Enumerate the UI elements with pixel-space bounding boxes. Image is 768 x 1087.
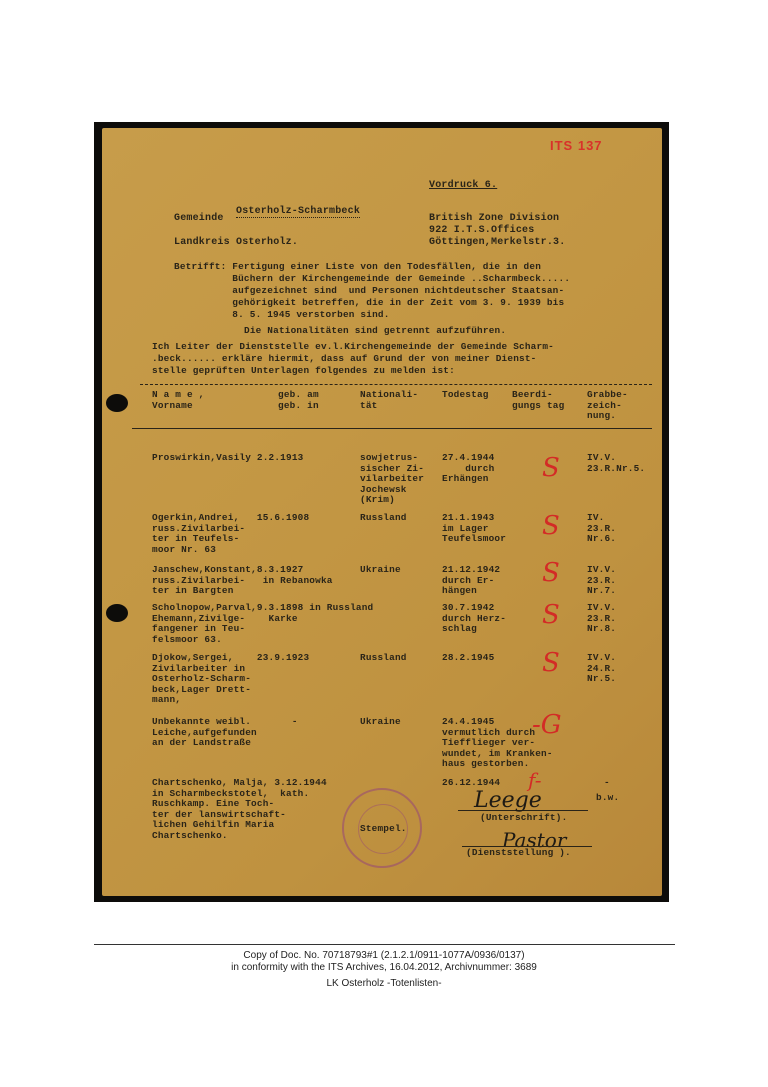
stamp-label: Stempel.: [360, 823, 407, 834]
row-7-name: Chartschenko, Malja, 3.12.1944 in Scharmbeckstotel, kath. Ruschkamp. Eine Toch- ter der lanswirtschaft- lichen Gehilfin Maria Chartschenko.: [152, 777, 327, 841]
declaration-line-1: Ich Leiter der Dienststelle ev.l.Kirchengemeinde der Gemeinde Scharm-: [152, 341, 554, 352]
gemeinde-label: Gemeinde: [174, 213, 224, 224]
signature-label: (Unterschrift).: [480, 812, 568, 823]
red-g-mark: -G: [532, 710, 562, 740]
row-2-death: 21.1.1943 im Lager Teufelsmoor: [442, 512, 507, 545]
bw-note: b.w.: [596, 792, 620, 803]
row-6-death: 24.4.1945 vermutlich durch Tiefflieger ver- wundet, im Kranken- haus gestorben.: [442, 716, 553, 770]
row-2-grave: IV. 23.R. Nr.6.: [587, 512, 617, 545]
row-2-nationality: Russland: [360, 512, 407, 523]
red-s-mark: S: [542, 453, 560, 483]
scanned-document: [94, 122, 669, 902]
row-7-death: 26.12.1944: [442, 777, 501, 788]
row-1-name: Proswirkin,Vasily 2.2.1913: [152, 452, 304, 463]
betrifft-line-4: gehörigkeit betreffen, die in der Zeit vom 3. 9. 1939 bis: [174, 297, 565, 308]
row-1-nationality: sowjetrus- sischer Zi- vilarbeiter Jochewsk (Krim): [360, 452, 425, 506]
header-name: N a m e , Vorname: [152, 389, 205, 411]
header-grave: Grabbe- zeich- nung.: [587, 389, 628, 422]
header-born: geb. am geb. in: [278, 389, 319, 411]
its-number-stamp: ITS 137: [550, 138, 603, 153]
row-6-nationality: Ukraine: [360, 716, 401, 727]
header-burial-date: Beerdi- gungs tag: [512, 389, 565, 411]
binder-hole: [106, 394, 128, 412]
address-line-1: British Zone Division: [429, 213, 560, 224]
row-3-name: Janschew,Konstant,8.3.1927 russ.Zivilarbei- in Rebanowka ter in Bargten: [152, 564, 333, 597]
address-line-2: 922 I.T.S.Offices: [429, 225, 535, 236]
footer-rule: [94, 944, 675, 945]
church-seal: [342, 788, 422, 868]
row-1-death: 27.4.1944 durch Erhängen: [442, 452, 495, 485]
church-seal-inner-ring: [358, 804, 408, 854]
row-2-name: Ogerkin,Andrei, 15.6.1908 russ.Zivilarbei- ter in Teufels- moor Nr. 63: [152, 512, 310, 555]
red-s-mark: S: [542, 511, 560, 541]
address-line-3: Göttingen,Merkelstr.3.: [429, 237, 566, 248]
table-header-rule: [132, 428, 652, 429]
betrifft-line-1: Betrifft: Fertigung einer Liste von den Todesfällen, die in den: [174, 261, 542, 272]
form-label: Vordruck 6.: [429, 180, 498, 191]
row-4-death: 30.7.1942 durch Herz- schlag: [442, 602, 507, 635]
row-5-grave: IV.V. 24.R. Nr.5.: [587, 652, 617, 685]
row-4-name: Scholnopow,Parval,9.3.1898 in Russland Ehemann,Zivilge- Karke fangener in Teu- felsmoor 63.: [152, 602, 374, 645]
row-5-nationality: Russland: [360, 652, 407, 663]
binder-hole: [106, 604, 128, 622]
red-f-mark: f-: [528, 768, 542, 792]
red-s-mark: S: [542, 648, 560, 678]
row-1-grave: IV.V. 23.R.Nr.5.: [587, 452, 646, 474]
header-death-date: Todestag: [442, 389, 489, 400]
row-5-death: 28.2.1945: [442, 652, 495, 663]
red-s-mark: S: [542, 558, 560, 588]
betrifft-line-2: Büchern der Kirchengemeinde der Gemeinde ..Scharmbeck.....: [174, 273, 571, 284]
table-top-rule: [140, 384, 652, 385]
row-3-death: 21.12.1942 durch Er- hängen: [442, 564, 501, 597]
row-3-nationality: Ukraine: [360, 564, 401, 575]
footer-line-2: in conformity with the ITS Archives, 16.04.2012, Archivnummer: 3689: [231, 962, 537, 973]
declaration-line-2: .beck...... erkläre hiermit, dass auf Grund der von meiner Dienst-: [152, 353, 537, 364]
footer-line-3: LK Osterholz -Totenlisten-: [326, 978, 442, 989]
declaration-line-3: stelle geprüften Unterlagen folgendes zu melden ist:: [152, 365, 455, 376]
handwritten-position: Pastor: [502, 828, 567, 852]
row-7-grave: -: [604, 777, 610, 788]
footer-line-1: Copy of Doc. No. 70718793#1 (2.1.2.1/0911-1077A/0936/0137): [243, 950, 525, 961]
handwritten-signature: Leege: [474, 788, 542, 813]
landkreis: Landkreis Osterholz.: [174, 237, 299, 248]
paper-sheet: [102, 128, 662, 896]
gemeinde-value: Osterholz-Scharmbeck: [236, 206, 361, 217]
row-5-name: Djokow,Sergei, 23.9.1923 Zivilarbeiter in Osterholz-Scharm- beck,Lager Drett- mann,: [152, 652, 310, 706]
betrifft-line-5: 8. 5. 1945 verstorben sind.: [174, 309, 390, 320]
row-4-grave: IV.V. 23.R. Nr.8.: [587, 602, 617, 635]
red-s-mark: S: [542, 600, 560, 630]
row-3-grave: IV.V. 23.R. Nr.7.: [587, 564, 617, 597]
row-6-name: Unbekannte weibl. - Leiche,aufgefunden an der Landstraße: [152, 716, 298, 749]
position-label: (Dienststellung ).: [466, 847, 571, 858]
nationalities-note: Die Nationalitäten sind getrennt aufzuführen.: [244, 325, 507, 336]
header-nationality: Nationali- tät: [360, 389, 419, 411]
betrifft-line-3: aufgezeichnet sind und Personen nichtdeutscher Staatsan-: [174, 285, 565, 296]
